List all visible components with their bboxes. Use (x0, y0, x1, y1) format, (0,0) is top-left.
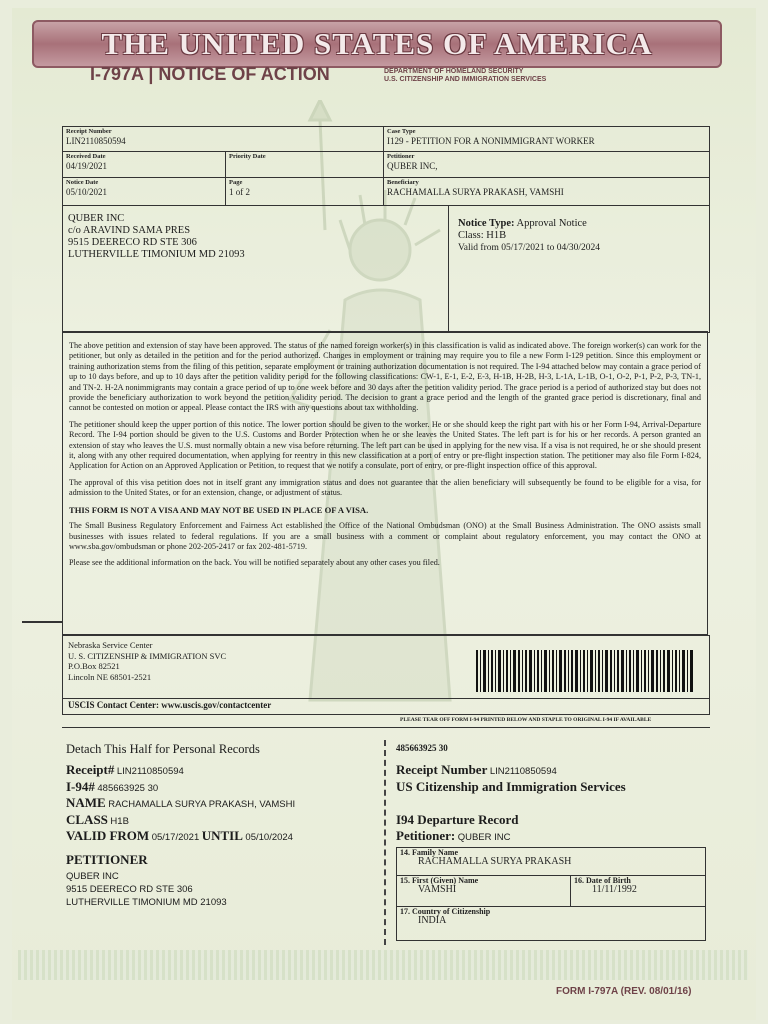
notice-type-label: Notice Type: (458, 218, 515, 229)
i94-number: 485663925 30 (396, 743, 448, 753)
petitioner-cell: Petitioner QUBER INC, (384, 152, 708, 172)
visa-warning: THIS FORM IS NOT A VISA AND MAY NOT BE USED IN PLACE OF A VISA. (69, 504, 369, 515)
notice-type-block (458, 218, 600, 254)
detach-receipt: Receipt# LIN2110850594 (66, 762, 184, 777)
citizenship-field: 17. Country of Citizenship INDIA (400, 907, 491, 926)
mailing-address (68, 213, 245, 261)
notice-class: Class: H1B (458, 230, 507, 241)
notice-type-value: Approval Notice (516, 218, 587, 229)
detach-i94: I-94# 485663925 30 (66, 779, 159, 794)
body-paragraph: The approval of this visa petition does not in itself grant any immigration status and does not guarantee that the alien beneficiary will subsequently be found to be eligible for a visa, for admission to the United States, or for an extension, change, or adjustment of status. (69, 477, 701, 498)
address-line: 9515 DEERECO RD STE 306 (68, 237, 197, 248)
page-number: 1 of 2 (229, 187, 250, 197)
received-date-cell: Received Date 04/19/2021 (63, 152, 225, 172)
i94-receipt: Receipt Number LIN2110850594 (396, 762, 557, 777)
detach-name: NAME RACHAMALLA SURYA PRAKASH, VAMSHI (66, 795, 296, 810)
address-line: c/o ARAVIND SAMA PRES (68, 225, 191, 236)
page-cell: Page 1 of 2 (226, 178, 383, 198)
petitioner: QUBER INC, (387, 161, 438, 171)
i94-record-title: I94 Departure Record (396, 812, 519, 827)
notice-date: 05/10/2021 (66, 187, 108, 197)
body-paragraph: The Small Business Regulatory Enforcement and Fairness Act established the Office of the National Ombudsman (ONO) at the Small Business Administration. The ONO assists small businesses with issues related to federal regulations. If you are a small business with a comment or complaint about regulatory enforcement, you may contact the ONO at www.sba.gov/ombudsman or phone 202-205-2417 or fax 202-481-5719. (69, 521, 701, 551)
case-type-cell: Case Type I129 - PETITION FOR A NONIMMIGRANT WORKER (384, 127, 708, 147)
guilloche-border (18, 950, 748, 980)
notice-validity: Valid from 05/17/2021 to 04/30/2024 (458, 243, 600, 253)
notice-title: NOTICE OF ACTION (158, 64, 330, 84)
detach-validity: VALID FROM 05/17/2021 UNTIL 05/10/2024 (66, 828, 293, 843)
i94-petitioner: Petitioner: QUBER INC (396, 828, 511, 843)
barcode (476, 650, 694, 692)
i94-agency: US Citizenship and Immigration Services (396, 779, 626, 794)
beneficiary-cell: Beneficiary RACHAMALLA SURYA PRAKASH, VAMSHI (384, 178, 708, 198)
form-header: I-797A | NOTICE OF ACTION (90, 64, 330, 84)
service-center-address: Nebraska Service Center U. S. CITIZENSHIP & IMMIGRATION SVC P.O.Box 82521 Lincoln NE 68501-2521 (68, 640, 227, 682)
beneficiary: RACHAMALLA SURYA PRAKASH, VAMSHI (387, 187, 564, 197)
detach-petitioner-address: QUBER INC 9515 DEERECO RD STE 306 LUTHERVILLE TIMONIUM MD 21093 (66, 871, 227, 908)
tear-off-instruction: PLEASE TEAR OFF FORM I-94 PRINTED BELOW AND STAPLE TO ORIGINAL I-94 IF AVAILABLE (400, 717, 652, 723)
given-name-field: 15. First (Given) Name VAMSHI (400, 876, 479, 895)
perforation-line (384, 740, 386, 945)
agency-block (384, 68, 546, 84)
family-name-field: 14. Family Name RACHAMALLA SURYA PRAKASH (400, 848, 572, 867)
received-date: 04/19/2021 (66, 161, 108, 171)
dept-line-2: U.S. CITIZENSHIP AND IMMIGRATION SERVICES (384, 76, 547, 83)
title-banner (32, 20, 722, 68)
detach-petitioner-label: PETITIONER (66, 852, 148, 867)
notice-body (62, 331, 708, 635)
body-paragraph: The petitioner should keep the upper portion of this notice. The lower portion should be given to the worker. He or she should keep the right part with his or her Form I-94, Arrival-Departure Record. The I-94 portion should be given to the U.S. Customs and Border Protection when he or she leaves the United States. The left part is for his or her records. A person granted an extension of stay who leaves the U.S. must normally obtain a new visa before returning. The left part can be used in applying for the new visa. If a visa is not required, he or she should present it, along with any other required documentation, when applying for reentry in this new classification at a port of entry or pre-flight inspection station. The petitioner may also file Form I-824, Application for Action on an Approved Application or Petition, to request that we notify a consulate, port of entry, or pre-flight inspection office of this approval. (69, 419, 701, 471)
notice-date-cell: Notice Date 05/10/2021 (63, 178, 225, 198)
form-number: I-797A (90, 64, 144, 84)
receipt-number: LIN2110850594 (66, 136, 126, 146)
case-type: I129 - PETITION FOR A NONIMMIGRANT WORKER (387, 136, 595, 146)
priority-date-cell: Priority Date (229, 153, 266, 160)
detach-class: CLASS H1B (66, 812, 129, 827)
form-revision: FORM I-797A (REV. 08/01/16) (556, 986, 692, 997)
date-of-birth-field: 16. Date of Birth 11/11/1992 (574, 876, 637, 895)
contact-center-link[interactable]: USCIS Contact Center: www.uscis.gov/contactcenter (68, 700, 272, 710)
receipt-number-cell: Receipt Number LIN2110850594 (63, 127, 383, 147)
address-line: QUBER INC (68, 213, 125, 224)
address-line: LUTHERVILLE TIMONIUM MD 21093 (68, 249, 245, 260)
dept-line-1: DEPARTMENT OF HOMELAND SECURITY (384, 68, 524, 75)
body-paragraph: The above petition and extension of stay have been approved. The status of the named foreign worker(s) in this classification is valid as indicated above. The foreign worker(s) can work for the petitioner, but only as detailed in the petition and for the period authorized. Changes in employment or training may require you to file a new Form I-129 petition. Since this employment or training authorization stems from the filing of this petition, separate employment or training authorization documentation is not required. The I-94 attached below may contain a grace period of up to 10 days before, and up to 10 days after the petition validity period for the following classifications: CW-1, E-1, E-2, E-3, H-1B, H-2B, H-3, L-1A, L-1B, O-1, O-2, P-1, P-2, P-3, TN-1, and TN-2. H-2A nonimmigrants may contain a grace period of up to one week before and 30 days after the petition validity period. The grace period is a period of authorized stay but does not provide the beneficiary authorization to work beyond the petition validity period. The decision to grant a grace period and the length of the granted grace period is discretionary, final and cannot be contested on motion or appeal. Please contact the IRS with any questions about tax withholding. (69, 341, 701, 413)
detach-title: Detach This Half for Personal Records (66, 742, 260, 756)
banner-text: THE UNITED STATES OF AMERICA (101, 26, 653, 61)
additional-info-note: Please see the additional information on the back. You will be notified separately about any other cases you filed. (69, 558, 440, 568)
